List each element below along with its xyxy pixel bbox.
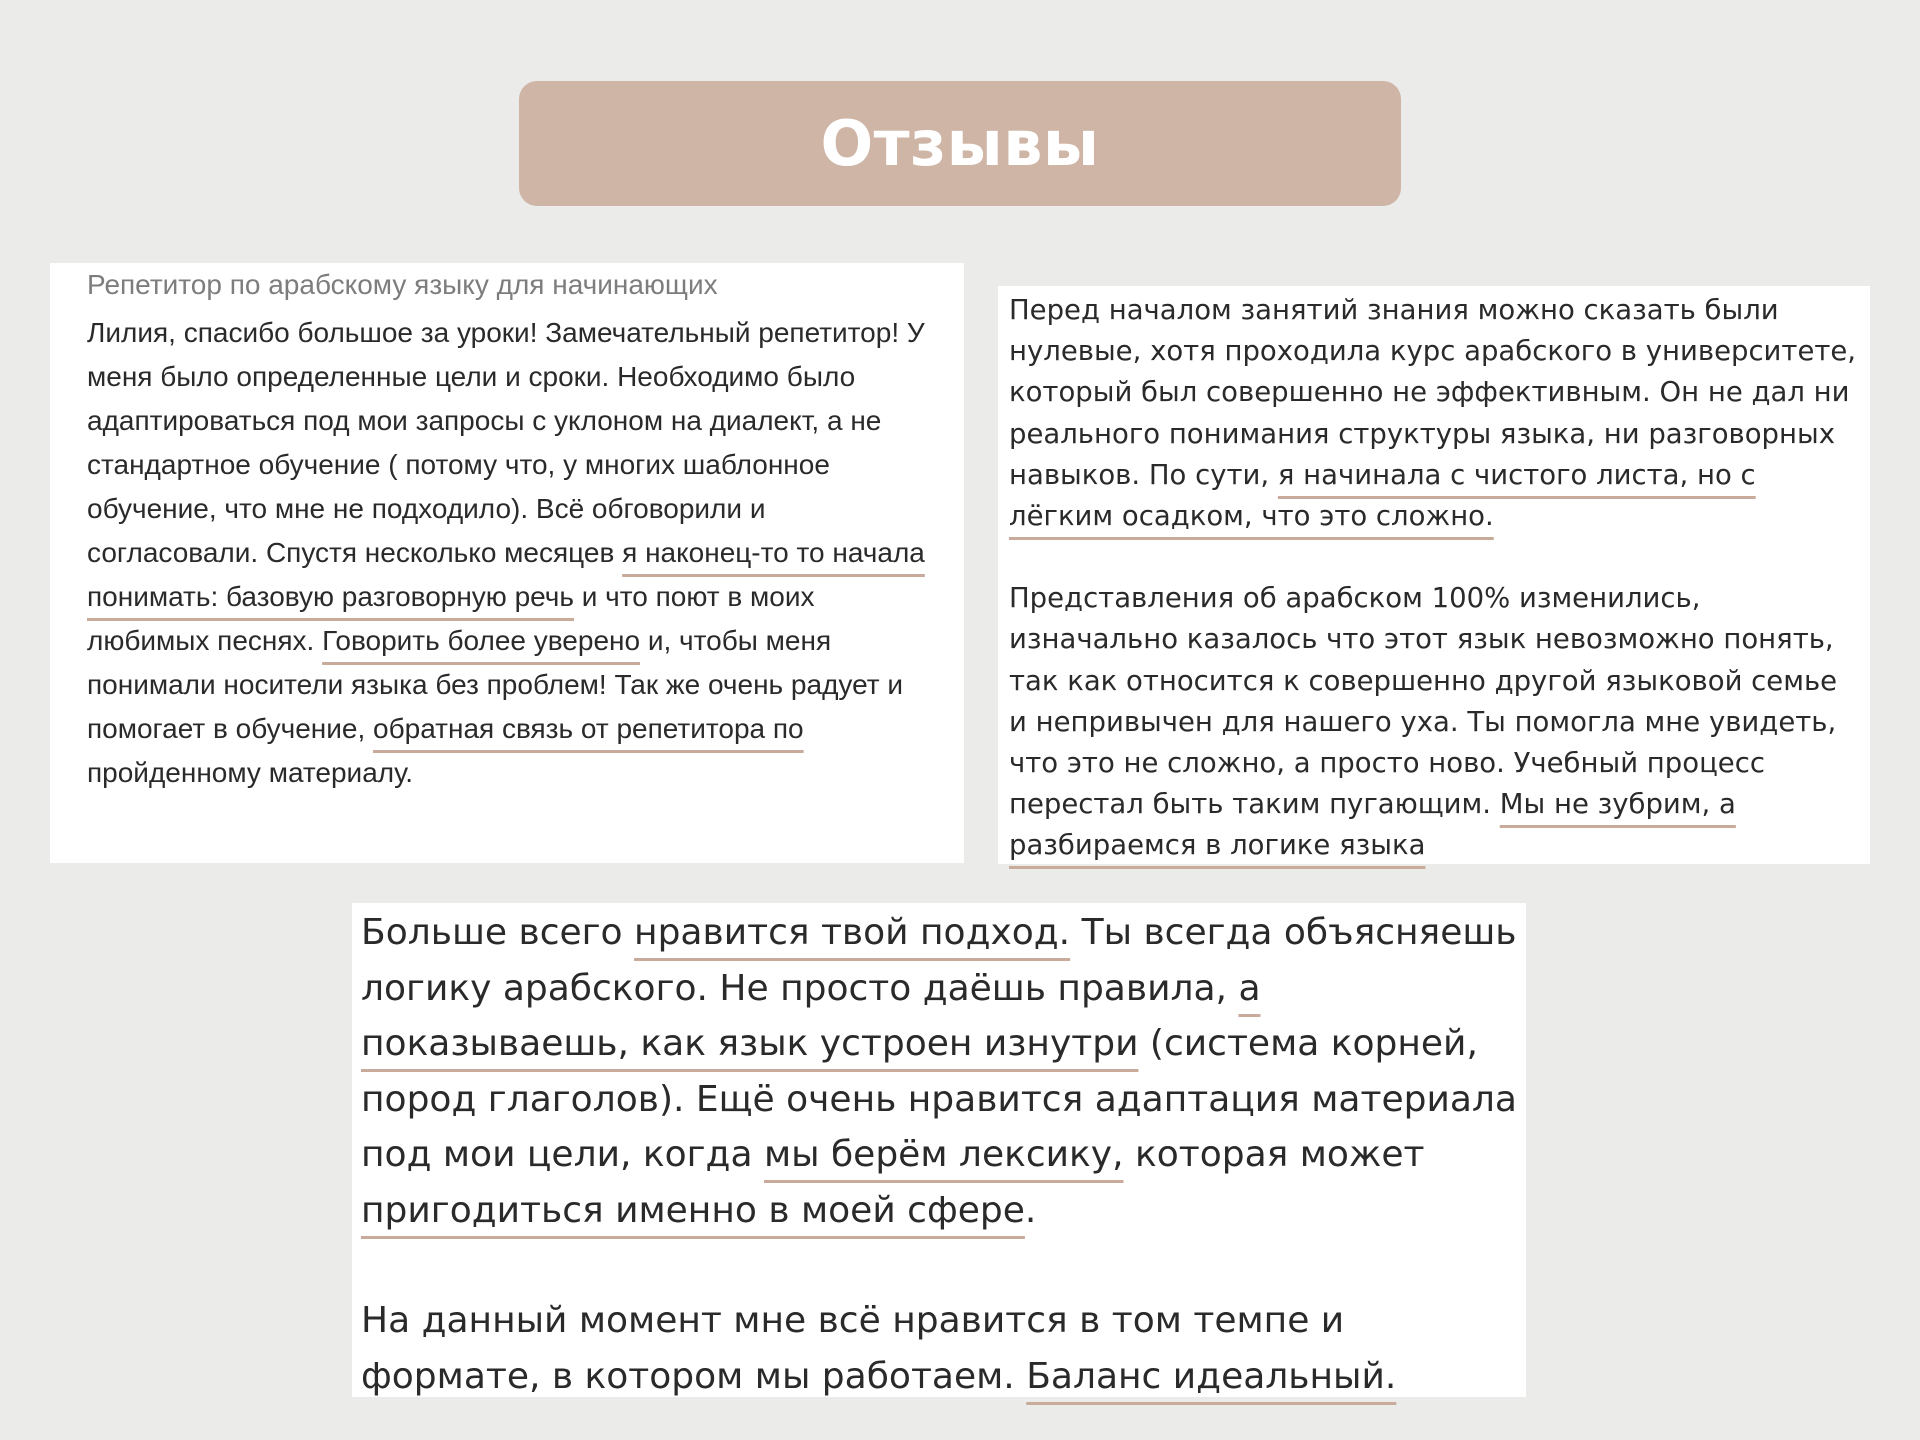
review-paragraph-1	[1009, 290, 1860, 537]
highlighted-phrase: я наконец-то то начала понимать: базовую разговорную речь	[87, 537, 925, 612]
review-text: которая может	[1123, 1134, 1425, 1175]
review-paragraph-2	[361, 1293, 1518, 1404]
highlighted-phrase: нравится твой подход.	[634, 912, 1071, 953]
highlighted-phrase: Мы не зубрим, а разбираемся в логике языка	[1009, 788, 1736, 862]
review-paragraph-1	[361, 905, 1518, 1238]
highlighted-phrase: обратная связь от репетитора по	[373, 713, 804, 744]
review-card-1	[50, 263, 964, 863]
review-card-2	[998, 286, 1870, 864]
paragraph-spacer	[1009, 537, 1860, 578]
paragraph-spacer	[361, 1238, 1518, 1293]
review-card-3	[352, 903, 1526, 1397]
review-text: Лилия, спасибо большое за уроки! Замечательный репетитор! У меня было определенные цели и сроки. Необходимо было адаптироваться под мои запросы с уклоном на диалект, а не стандартное обучение ( потому что, у многих шаблонное обучение, что мне не подходило). Всё обговорили и согласовали. Спустя несколько месяцев	[87, 317, 925, 568]
highlighted-phrase: Говорить более уверено	[322, 625, 641, 656]
highlighted-phrase: а показываешь, как язык устроен изнутри	[361, 967, 1261, 1064]
review-text: Перед началом занятий знания можно сказать были нулевые, хотя проходила курс арабского в университете, который был совершенно не эффективным. Он не дал ни реального понимания структуры языка, ни разговорных навыков. По сути,	[1009, 294, 1857, 491]
highlighted-phrase: пригодиться именно в моей сфере	[361, 1189, 1025, 1231]
highlighted-phrase: Баланс идеальный.	[1026, 1355, 1397, 1397]
highlighted-phrase: я начинала с чистого листа, но с лёгким осадком, что это сложно.	[1009, 458, 1756, 533]
review-heading: Репетитор по арабскому языку для начинающих	[87, 269, 718, 300]
review-paragraph-2	[1009, 578, 1860, 866]
review-text: пройденному материалу.	[87, 757, 414, 788]
page-title: Отзывы	[820, 107, 1100, 180]
review-text: .	[1024, 1189, 1037, 1231]
review-body	[87, 311, 928, 795]
title-banner	[519, 81, 1401, 206]
review-text: и что поют в моих любимых песнях.	[87, 581, 815, 656]
review-text: Ты всегда объясняешь логику арабского. Не просто даёшь правила,	[361, 912, 1517, 1009]
highlighted-phrase: мы берём лексику,	[763, 1134, 1124, 1175]
review-text: и, чтобы меня понимали носители языка без проблем! Так же очень радует и помогает в обучение,	[87, 625, 903, 744]
review-text: (система корней, пород глаголов). Ещё очень нравится адаптация материала под мои цели, когда	[361, 1023, 1517, 1175]
review-text: Больше всего	[361, 912, 635, 953]
review-text: На данный момент мне всё нравится в том темпе и формате, в котором мы работаем.	[361, 1300, 1345, 1397]
review-text: Представления об арабском 100% изменились, изначально казалось что этот язык невозможно понять, так как относится к совершенно другой языковой семье и непривычен для нашего уха. Ты помогла мне увидеть, что это не сложно, а просто ново. Учебный процесс перестал быть таким пугающим.	[1009, 582, 1838, 821]
